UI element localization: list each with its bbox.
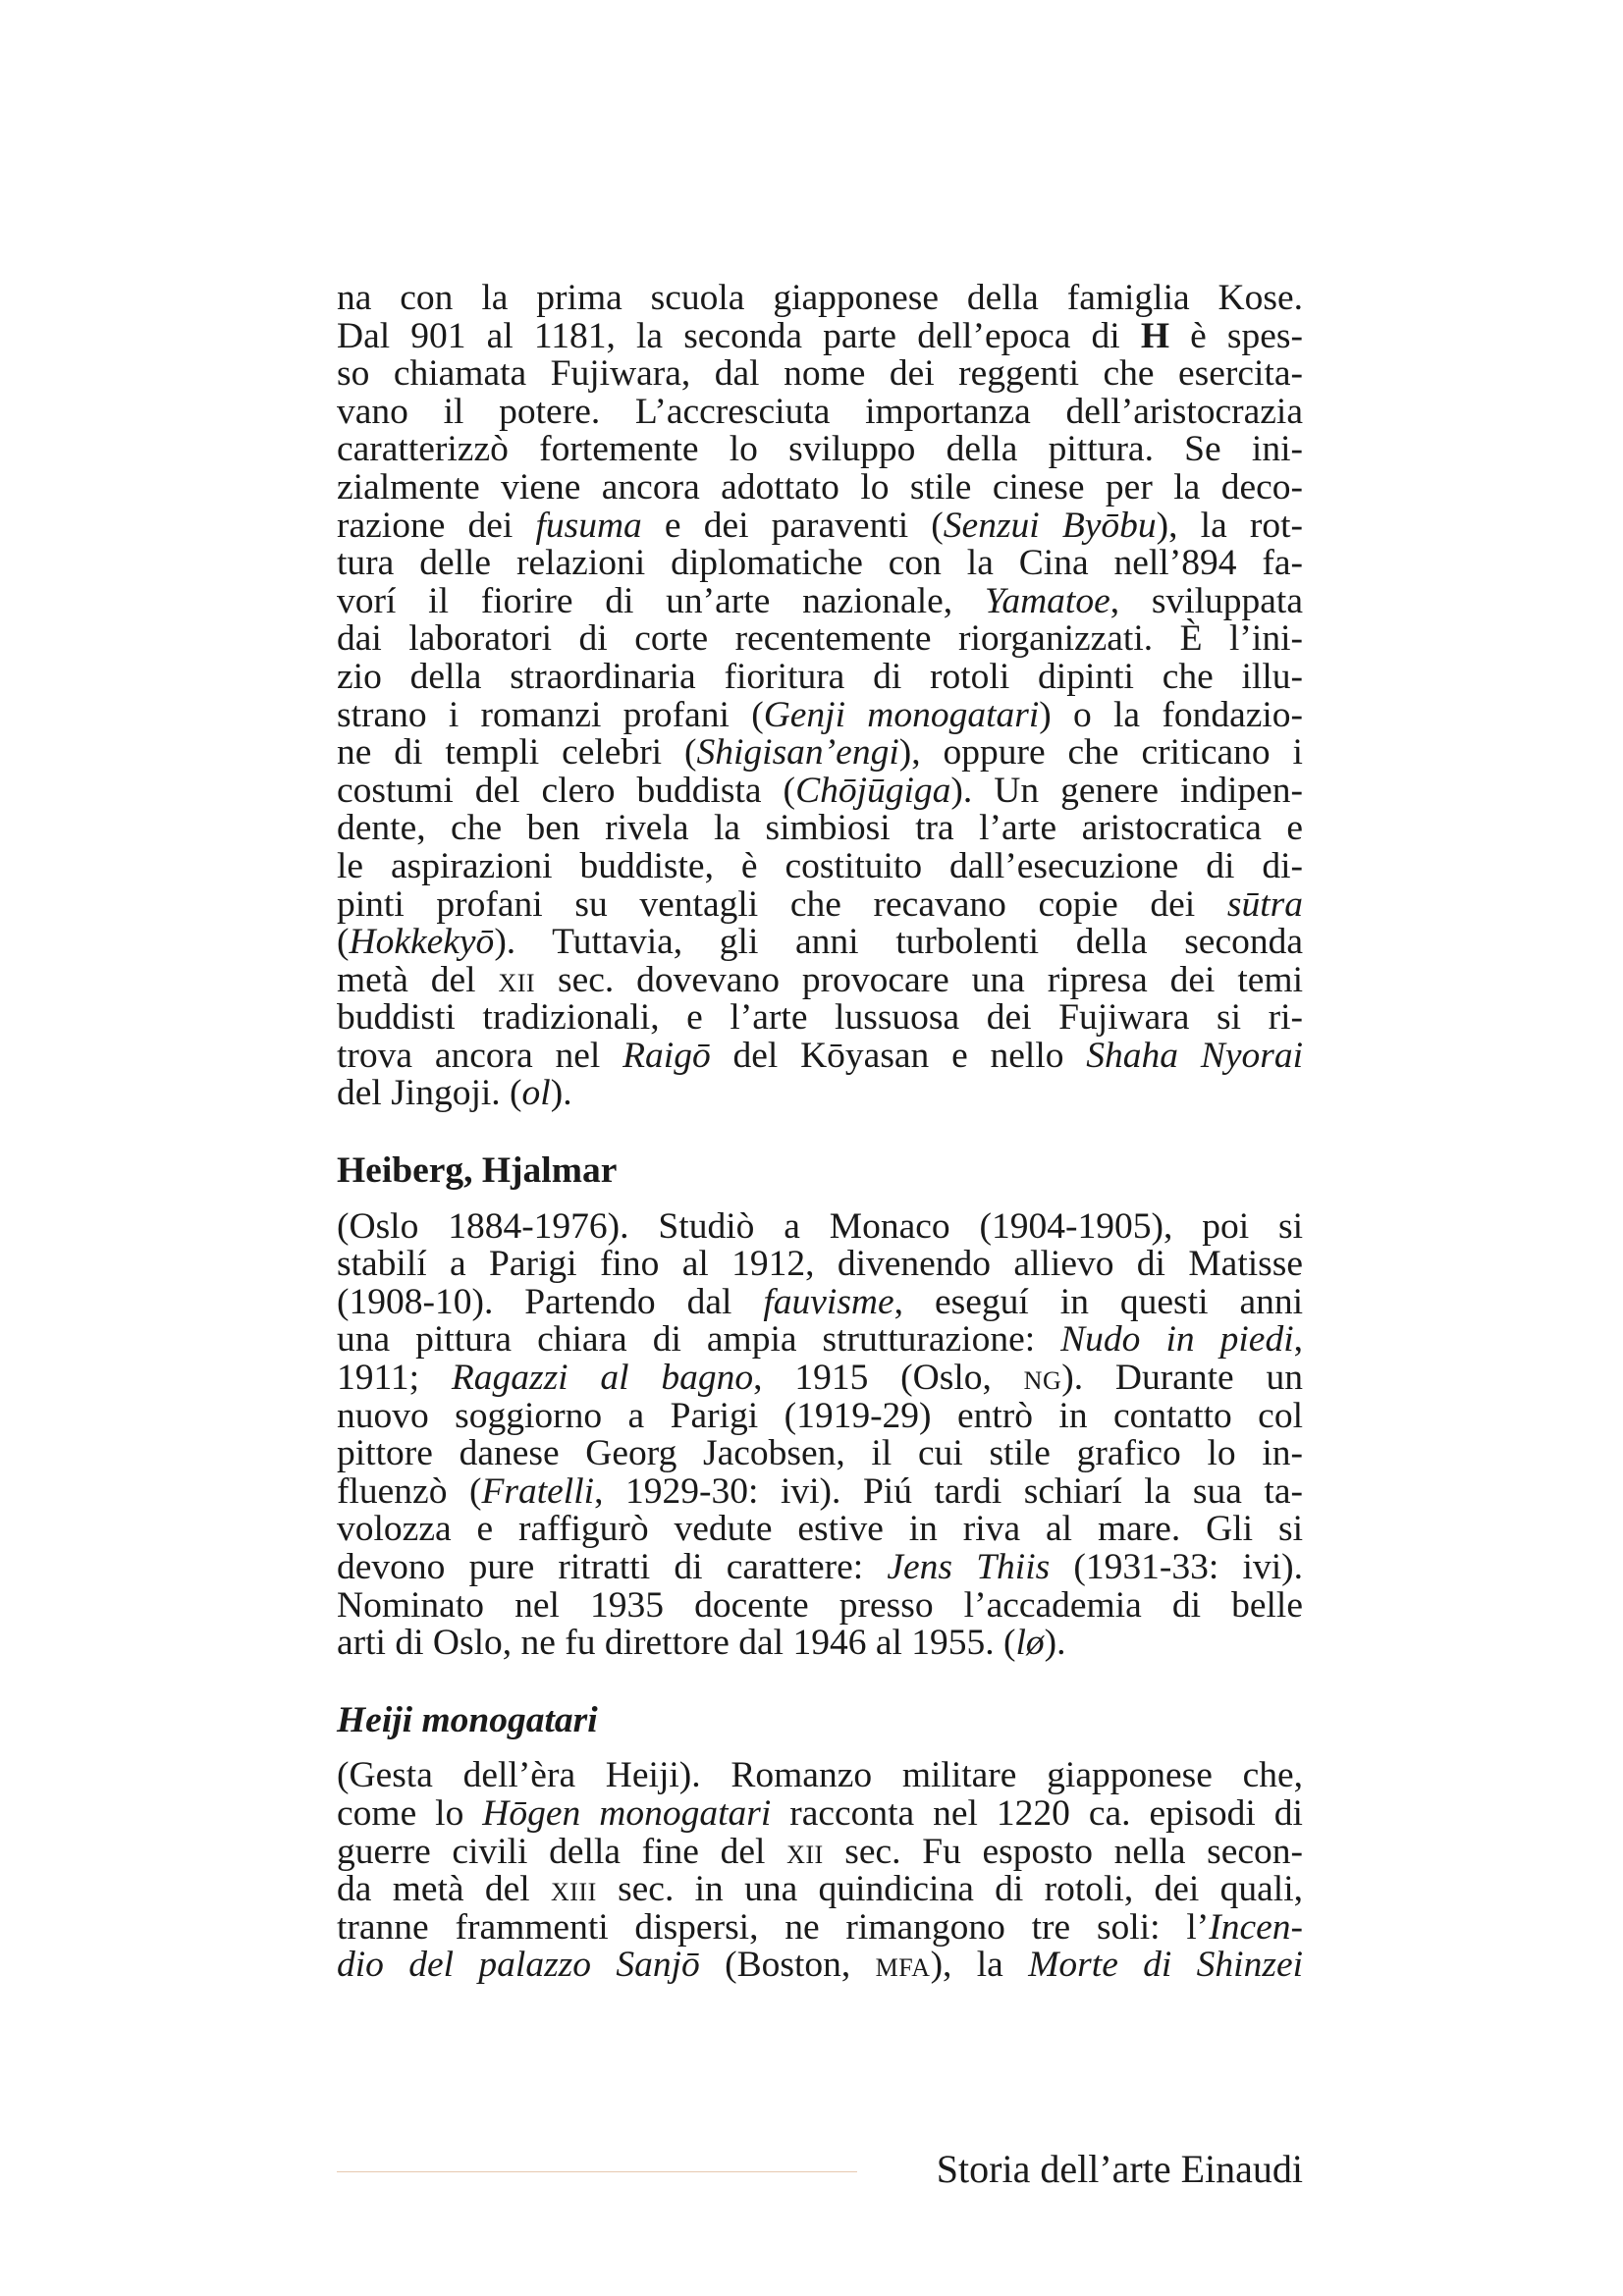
text-line: buddisti tradizionali, e l’arte lussuosa dei Fujiwara si ri-: [337, 997, 1303, 1039]
text-line: so chiamata Fujiwara, dal nome dei reggenti che esercita-: [337, 353, 1303, 395]
text-line: Nominato nel 1935 docente presso l’accademia di belle: [337, 1584, 1303, 1626]
italic-span: Jens Thiis: [887, 1547, 1051, 1587]
entry-heading: Heiberg, Hjalmar: [337, 1150, 618, 1192]
text-line: vano il potere. L’accresciuta importanza dell’aristocrazia: [337, 391, 1303, 432]
text-line: pittore danese Georg Jacobsen, il cui stile grafico lo in-: [337, 1433, 1303, 1474]
italic-span: Raigō: [622, 1035, 711, 1076]
italic-span: Senzui Byōbu: [943, 505, 1157, 546]
small-caps-span: xii: [786, 1831, 824, 1872]
text-line: (Oslo 1884-1976). Studiò a Monaco (1904-1905), poi si: [337, 1205, 1303, 1247]
italic-span: Shigisan’engi: [696, 732, 899, 774]
text-line: zialmente viene ancora adottato lo stile cinese per la deco-: [337, 466, 1303, 507]
text-line: dente, che ben rivela la simbiosi tra l’arte aristocratica e: [337, 808, 1303, 849]
text-line: trova ancora nel Raigō del Kōyasan e nello Shaha Nyorai: [337, 1035, 1303, 1076]
entry-heading: Heiji monogatari: [337, 1699, 598, 1740]
text-line: guerre civili della fine del xii sec. Fu esposto nella secon-: [337, 1831, 1303, 1872]
italic-span: lø: [1015, 1623, 1045, 1664]
dictionary-entry: [337, 1152, 1303, 1663]
italic-span: Incen-: [1209, 1906, 1303, 1948]
text-line: (Hokkekyō). Tuttavia, gli anni turbolenti della seconda: [337, 922, 1303, 963]
text-line: razione dei fusuma e dei paraventi (Senzui Byōbu), la rot-: [337, 505, 1304, 546]
text-line: del Jingoji. (ol).: [337, 1073, 572, 1114]
italic-span: Nudo in piedi: [1060, 1319, 1294, 1361]
intro-paragraph: [337, 280, 1303, 1113]
text-line: Dal 901 al 1181, la seconda parte dell’epoca di H è spes-: [337, 315, 1303, 356]
text-line: tranne frammenti dispersi, ne rimangono tre soli: l’Incen-: [337, 1906, 1303, 1948]
italic-span: Morte di Shinzei: [1028, 1945, 1304, 1986]
italic-span: sūtra: [1226, 883, 1303, 925]
italic-span: Ragazzi al bagno: [451, 1358, 754, 1399]
text-line: una pittura chiara di ampia strutturazione: Nudo in piedi,: [337, 1319, 1303, 1361]
italic-span: Shaha Nyorai: [1086, 1035, 1303, 1076]
text-line: costumi del clero buddista (Chōjūgiga). Un genere indipen-: [337, 770, 1303, 811]
text-line: stabilí a Parigi fino al 1912, divenendo allievo di Matisse: [337, 1244, 1303, 1285]
italic-span: Chōjūgiga: [795, 770, 951, 811]
text-line: metà del xii sec. dovevano provocare una ripresa dei temi: [337, 959, 1303, 1000]
italic-span: Hokkekyō: [349, 922, 495, 963]
text-line: ne di templi celebri (Shigisan’engi), oppure che criticano i: [337, 732, 1303, 774]
text-line: (1908-10). Partendo dal fauvisme, eseguí in questi anni: [337, 1281, 1304, 1322]
footer-rule: [337, 2171, 857, 2172]
text-line: come lo Hōgen monogatari racconta nel 1220 ca. episodi di: [337, 1792, 1303, 1834]
italic-span: Hōgen monogatari: [482, 1792, 772, 1834]
text-line: 1911; Ragazzi al bagno, 1915 (Oslo, ng). Durante un: [337, 1358, 1303, 1399]
text-line: tura delle relazioni diplomatiche con la Cina nell’894 fa-: [337, 543, 1303, 584]
text-line: dio del palazzo Sanjō (Boston, mfa), la Morte di Shinzei: [337, 1945, 1304, 1986]
text-line: strano i romanzi profani (Genji monogatari) o la fondazio-: [337, 694, 1304, 735]
text-line: fluenzò (Fratelli, 1929-30: ivi). Piú tardi schiarí la sua ta-: [337, 1470, 1303, 1512]
small-caps-span: mfa: [875, 1945, 931, 1986]
italic-span: Genji monogatari: [763, 694, 1040, 735]
footer-title: Storia dell’arte Einaudi: [936, 2147, 1303, 2191]
text-line: zio della straordinaria fioritura di rotoli dipinti che illu-: [337, 656, 1303, 697]
text-line: volozza e raffigurò vedute estive in riva al mare. Gli si: [337, 1509, 1303, 1550]
text-line: (Gesta dell’èra Heiji). Romanzo militare giapponese che,: [337, 1755, 1303, 1796]
text-line: nuovo soggiorno a Parigi (1919-29) entrò in contatto col: [337, 1395, 1303, 1436]
text-line: na con la prima scuola giapponese della famiglia Kose.: [337, 278, 1303, 318]
italic-span: fusuma: [535, 505, 642, 546]
small-caps-span: ng: [1023, 1358, 1062, 1399]
entries-list: [337, 1152, 1303, 1985]
text-line: devono pure ritratti di carattere: Jens Thiis (1931-33: ivi).: [337, 1547, 1303, 1587]
italic-span: Fratelli: [481, 1470, 595, 1512]
text-line: pinti profani su ventagli che recavano copie dei sūtra: [337, 883, 1303, 925]
italic-span: fauvisme: [763, 1281, 894, 1322]
text-line: da metà del xiii sec. in una quindicina di rotoli, dei quali,: [337, 1869, 1303, 1910]
text-line: arti di Oslo, ne fu direttore dal 1946 al 1955. (lø).: [337, 1623, 1066, 1664]
italic-span: Yamatoe: [984, 580, 1110, 621]
bold-span: H: [1140, 315, 1169, 356]
small-caps-span: xiii: [551, 1869, 597, 1910]
text-line: le aspirazioni buddiste, è costituito dall’esecuzione di di-: [337, 845, 1303, 886]
small-caps-span: xii: [498, 959, 536, 1000]
italic-span: ol: [521, 1073, 551, 1114]
dictionary-entry: [337, 1699, 1304, 1986]
text-line: caratterizzò fortemente lo sviluppo della pittura. Se ini-: [337, 429, 1303, 470]
italic-span: dio del palazzo Sanjō: [337, 1945, 700, 1986]
text-line: dai laboratori di corte recentemente riorganizzati. È l’ini-: [337, 618, 1303, 660]
text-line: vorí il fiorire di un’arte nazionale, Yamatoe, sviluppata: [337, 580, 1303, 621]
page-body: [337, 280, 1303, 1985]
